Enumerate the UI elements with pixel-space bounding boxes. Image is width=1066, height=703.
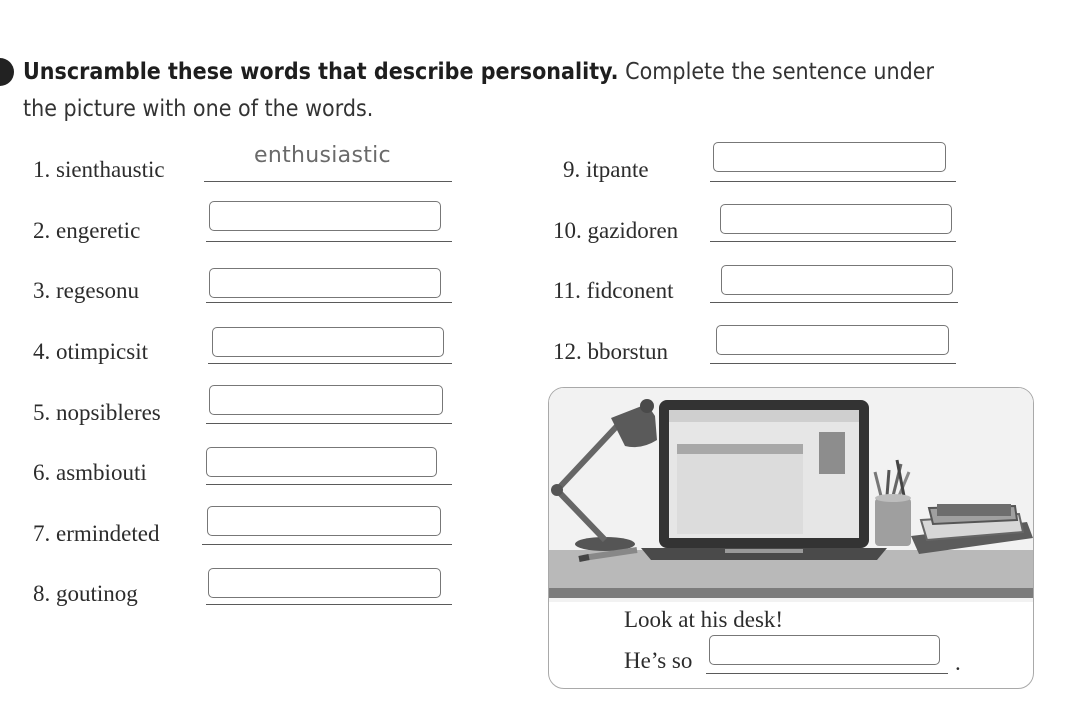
caption-period: .: [955, 650, 961, 675]
answer-line: [206, 484, 452, 485]
laptop-icon: [641, 400, 887, 560]
item-label: 7. ermindeted: [33, 521, 160, 546]
exercise-number-badge: [0, 58, 14, 86]
answer-input[interactable]: [212, 327, 444, 357]
answer-line: [710, 181, 956, 182]
instructions-rest: Complete the sentence under the picture with one of the words.: [23, 59, 934, 122]
answer-input[interactable]: [209, 385, 443, 415]
desk-illustration-svg: [549, 388, 1034, 602]
answer-line: [710, 241, 956, 242]
caption-line-2-prefix: He’s so: [624, 648, 693, 673]
answer-line: [206, 604, 452, 605]
answer-input[interactable]: [206, 447, 437, 477]
answer-input[interactable]: [207, 506, 441, 536]
answer-input[interactable]: [720, 204, 952, 234]
answer-line: [710, 302, 958, 303]
answer-line: [208, 363, 452, 364]
answer-line: [204, 181, 452, 182]
sample-answer: enthusiastic: [254, 143, 391, 168]
caption-line-1: Look at his desk!: [624, 607, 784, 632]
answer-line: [206, 423, 452, 424]
answer-line: [202, 544, 452, 545]
item-label: 1. sienthaustic: [33, 157, 165, 182]
answer-input[interactable]: [209, 201, 441, 231]
item-label: 6. asmbiouti: [33, 460, 147, 485]
item-label: 11. fidconent: [553, 278, 674, 303]
answer-input[interactable]: [208, 568, 441, 598]
answer-line: [710, 363, 956, 364]
answer-line: [206, 241, 452, 242]
item-label: 5. nopsibleres: [33, 400, 161, 425]
desk-edge: [549, 588, 1034, 598]
item-label: 3. regesonu: [33, 278, 140, 303]
answer-input[interactable]: [713, 142, 946, 172]
item-label: 2. engeretic: [33, 218, 141, 243]
caption-answer-line: [706, 673, 948, 674]
answer-line: [206, 302, 452, 303]
item-label: 4. otimpicsit: [33, 339, 148, 364]
instructions: [23, 54, 950, 128]
item-label: 9. itpante: [563, 157, 649, 182]
desk-illustration: [549, 388, 1034, 602]
item-label: 12. bborstun: [553, 339, 668, 364]
item-label: 10. gazidoren: [553, 218, 679, 243]
item-label: 8. goutinog: [33, 581, 138, 606]
instructions-bold: Unscramble these words that describe personality.: [23, 59, 619, 85]
answer-input[interactable]: [209, 268, 441, 298]
answer-input[interactable]: [716, 325, 949, 355]
caption-answer-input[interactable]: [709, 635, 940, 665]
answer-input[interactable]: [721, 265, 953, 295]
